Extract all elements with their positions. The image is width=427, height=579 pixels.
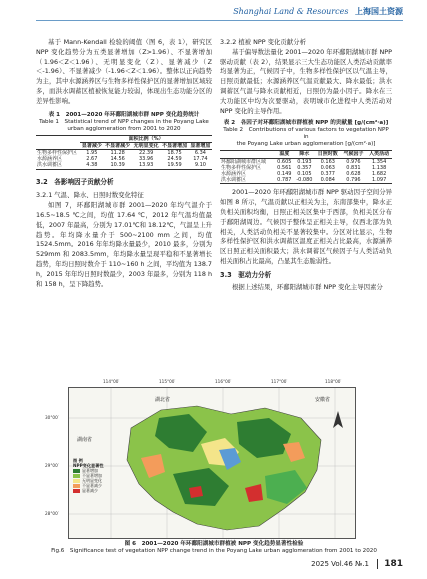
page-footer (311, 559, 403, 569)
north-arrow-icon (331, 410, 345, 430)
table-1-title-en: urban agglomeration from 2001 to 2020 (67, 125, 181, 132)
table-header: 显著增加 (190, 142, 211, 149)
journal-name (233, 6, 403, 17)
journal-name-cn: 上海国土资源 (355, 6, 403, 16)
table-header: 显著减少 (81, 142, 102, 149)
table-header: 无明显变化 (133, 142, 159, 149)
table-row: 水源涵养区 0.149 0.105 0.377 0.628 1.682 (221, 170, 387, 177)
table-2-caption (220, 120, 392, 148)
table-header: 面积比例（%） (80, 135, 212, 142)
table-1-title-cn: 表 1 2001—2020 年环鄱阳湖城市群 NPP 变化趋势统计 (48, 111, 200, 118)
table-header: 温度 (275, 151, 294, 158)
lat-label: 28°00′ (45, 511, 59, 516)
journal-name-en: Shanghai Land & Resources (233, 7, 349, 16)
table-row: 生物多样性保护区 1.95 11.28 22.39 18.75 6.34 (37, 149, 206, 156)
table-1 (36, 135, 212, 170)
study-area (127, 406, 321, 530)
legend-subtitle: NPP变化显著性 (73, 463, 104, 468)
table-header: 人类活动 (366, 151, 392, 158)
table-header: 不显著减少 (105, 142, 131, 149)
trend-map (45, 379, 356, 539)
page-header (0, 0, 427, 26)
figure-caption (36, 541, 392, 555)
table-2-title-en: Table 2 Contributions of various factors to vegetation NPP in (223, 127, 389, 141)
lon-label: 117°00′ (271, 379, 288, 384)
paragraph: 如图 7，环鄱阳湖城市群 2001—2020 年均气温介于 16.5~18.5 ℃之间，均值 17.64 ℃，2012 年气温均值最低，2007 年最高，分别为 17.01℃和 18.12℃，气温呈上升趋势。年均降水量介于 500~2100 mm 之间，均值 1524.5mm。2016 年年均降水量最少，2010 最多，分别为 529mm 和 2083.5mm，年均降水量呈现平稳和不显著增长趋势，年均日照时数介于 110~160 h 之间，平均值为 138.7 h，2015 年年均日照时数最少，2003 年最多，分别为 118 h 和 158 h，呈下降趋势。 (36, 201, 212, 288)
legend-item: 不显著增加 (73, 473, 113, 478)
lon-label: 116°00′ (215, 379, 232, 384)
table-header (220, 151, 275, 158)
table-1-title-en: Table 1 Statistical trend of NPP changes in the Poyang Lake (39, 118, 209, 125)
paragraph: 基于 Mann-Kendall 检验的阈值（图 6，表 1），研究区 NPP 变化趋势分为五类显著增加（Z>1.96）、不显著增加（1.96＜Z＜1.96）、无明显变化（Z）、显著减少（Z＜-1.96）、不显著减少（-1.96＜Z＜1.96）。整体以正向趋势为主，其中水源涵养区与生物多样性保护区的显著增加区域较多，而洪水调蓄区植被恢复能力较弱，体现出生态功能分区的差异性影响。 (36, 38, 212, 105)
table-row: 洪水调蓄区 0.787 -0.080 0.084 0.796 1.097 (220, 177, 392, 184)
legend-item: 不显著减少 (73, 483, 113, 488)
table-2 (220, 150, 392, 184)
province-label: 湖南省 (77, 437, 93, 443)
header-rule (36, 20, 403, 21)
table-header: 日照时数 (315, 151, 341, 158)
table-header: 不显著增加 (162, 142, 188, 149)
legend-item: 显著减少 (73, 488, 113, 493)
map-legend (73, 458, 113, 493)
lat-label: 30°00′ (45, 415, 59, 420)
lon-label: 114°00′ (103, 379, 120, 384)
legend-swatch (73, 489, 80, 493)
table-1-caption (36, 112, 212, 133)
figure-caption-cn: 图 6 2001—2020 年环鄱阳湖城市群植被 NPP 变化趋势显著性检验 (124, 541, 304, 547)
table-row: 水源涵养区 2.67 14.56 33.96 24.59 17.74 (37, 156, 208, 163)
table-header: 降水 (294, 151, 315, 158)
table-row: 洪水调蓄区 4.38 10.39 13.93 19.59 9.10 (36, 162, 212, 169)
table-row: 生物多样性保护区 0.561 0.357 0.063 0.831 1.138 (221, 164, 387, 171)
province-label: 湖北省 (155, 397, 171, 403)
table-header: 气候因子 (341, 151, 367, 158)
table-2-title-cn: 表 2 各因子对环鄱阳湖城市群植被 NPP 的贡献量 [g/(cm²·a)] (223, 120, 389, 127)
paragraph: 基于偏导数法量化 2001—2020 年环鄱阳湖城市群 NPP 驱动贡献（表 2），结果显示三大生态功能区人类活动贡献率均显著为正，气候因子中，生物多样性保护区以气温主导，日照贡献最低；水源涵养区气温贡献最大、降水最低；洪水调蓄区气温与降水贡献相近，日照仍为最小因子。降水在三大功能区中均为次要驱动，表明城市化进程中人类活动对 NPP 变化的主导作用。 (220, 47, 392, 115)
subsection-heading: 3.2.2 植被 NPP 变化贡献分析 (220, 38, 306, 46)
paragraph: 2001—2020 年环鄱阳湖城市群 NPP 驱动因子空间分异如图 8 所示，气温贡献以正相关为主，东南部集中，降水正负相关面积均衡，日照正相关区集中于西部，负相关区分布于鄱阳湖周边。气候因子整体呈正相关主导，仅西北部为负相关，人类活动负相关不显著较集中。分区对比显示，生物多样性保护区和洪水调蓄区温度正相关占比最高，水源涵养区日照正相关面积最大；洪水调蓄区气候因子与人类活动负相关面积占比最高，凸显其生态脆弱性。 (220, 188, 392, 265)
lat-label: 29°00′ (45, 463, 59, 468)
page-number: 181 (377, 559, 403, 569)
table-row: 环鄱阳湖城市群区域 0.605 0.193 0.163 0.976 1.354 (221, 158, 387, 165)
province-label: 安徽省 (315, 397, 331, 403)
legend-title: 图 例 (73, 458, 83, 463)
paragraph: 根据上述结果，环鄱阳湖城市群 NPP 变化主导因素分 (232, 282, 383, 291)
legend-item: 显著增加 (73, 468, 113, 473)
lon-label: 118°00′ (325, 379, 342, 384)
table-2-title-en: the Poyang Lake urban agglomeration [g/(cm²·a)] (236, 141, 376, 148)
legend-item: 无明显变化 (73, 478, 113, 483)
lon-label: 115°00′ (159, 379, 176, 384)
section-heading: 3.3 驱动力分析 (220, 270, 272, 279)
subsection-heading: 3.2.1 气温、降水、日照时数变化特征 (36, 191, 144, 200)
issue-info: 2025 Vol.46 №.1 (311, 560, 369, 568)
figure-caption-en: Fig.6 Significance test of vegetation NPP change trend in the Poyang Lake urban agglomeration from 2001 to 2020 (51, 548, 377, 554)
section-heading: 3.2 各影响因子贡献分析 (36, 177, 114, 186)
right-column (220, 38, 392, 292)
left-column (36, 38, 212, 289)
